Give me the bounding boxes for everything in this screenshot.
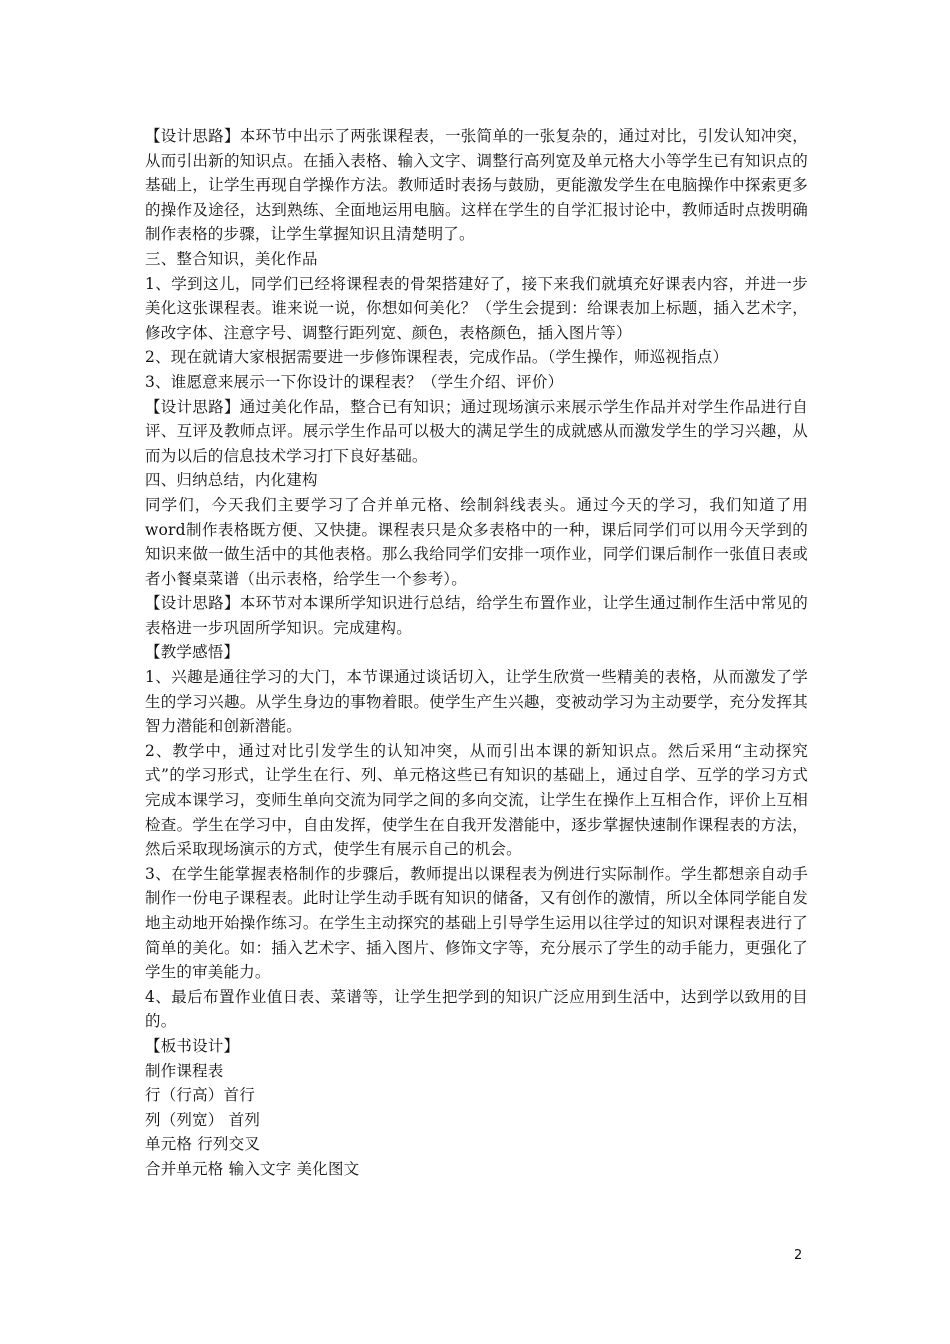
board-line-4: 单元格 行列交叉 xyxy=(145,1135,261,1154)
paragraph-step-1: 1、学到这儿，同学们已经将课程表的骨架搭建好了，接下来我们就填充好课表内容，并进一步美化这张课程表。谁来说一说，你想如何美化？（学生会提到：给课表加上标题，插入艺术字，修改字体、注意字号、调整行距列宽、颜色，表格颜色，插入图片等） xyxy=(145,274,808,342)
page-number: 2 xyxy=(794,1248,803,1263)
section-heading-reflection: 【教学感悟】 xyxy=(145,643,240,662)
document-body xyxy=(145,124,808,1182)
board-line-3: 列（列宽） 首列 xyxy=(145,1110,261,1129)
paragraph-step-2: 2、现在就请大家根据需要进一步修饰课程表，完成作品。（学生操作，师巡视指点） xyxy=(145,348,729,367)
paragraph-summary: 同学们，今天我们主要学习了合并单元格、绘制斜线表头。通过今天的学习，我们知道了用word制作表格既方便、又快捷。课程表只是众多表格中的一种，课后同学们可以用今天学到的知识来做一做生活中的其他表格。那么我给同学们安排一项作业，同学们课后制作一张值日表或者小餐桌菜谱（出示表格，给学生一个参考）。 xyxy=(145,495,808,588)
section-heading-4: 四、归纳总结，内化建构 xyxy=(145,471,318,490)
board-line-5: 合并单元格 输入文字 美化图文 xyxy=(145,1159,360,1178)
paragraph-step-3: 3、谁愿意来展示一下你设计的课程表？（学生介绍、评价） xyxy=(145,372,564,391)
board-line-1: 制作课程表 xyxy=(145,1061,224,1080)
board-line-2: 行（行高）首行 xyxy=(145,1086,255,1105)
paragraph-design-idea-1: 【设计思路】本环节中出示了两张课程表，一张简单的一张复杂的，通过对比，引发认知冲突，从而引出新的知识点。在插入表格、输入文字、调整行高列宽及单元格大小等学生已有知识点的基础上，让学生再现自学操作方法。教师适时表扬与鼓励，更能激发学生在电脑操作中探索更多的操作及途径，达到熟练、全面地运用电脑。这样在学生的自学汇报讨论中，教师适时点拨明确制作表格的步骤，让学生掌握知识且清楚明了。 xyxy=(145,127,808,244)
paragraph-design-idea-3: 【设计思路】本环节对本课所学知识进行总结，给学生布置作业，让学生通过制作生活中常见的表格进一步巩固所学知识。完成建构。 xyxy=(145,594,808,637)
paragraph-reflection-1: 1、兴趣是通往学习的大门，本节课通过谈话切入，让学生欣赏一些精美的表格，从而激发了学生的学习兴趣。从学生身边的事物着眼。使学生产生兴趣，变被动学习为主动要学，充分发挥其智力潜能和创新潜能。 xyxy=(145,668,808,736)
section-heading-board-design: 【板书设计】 xyxy=(145,1036,240,1055)
section-heading-3: 三、整合知识，美化作品 xyxy=(145,249,318,268)
paragraph-reflection-3: 3、在学生能掌握表格制作的步骤后，教师提出以课程表为例进行实际制作。学生都想亲自动手制作一份电子课程表。此时让学生动手既有知识的储备，又有创作的激情，所以全体同学能自发地主动地开始操作练习。在学生主动探究的基础上引导学生运用以往学过的知识对课程表进行了简单的美化。如：插入艺术字、插入图片、修饰文字等，充分展示了学生的动手能力，更强化了学生的审美能力。 xyxy=(145,864,808,982)
paragraph-reflection-4: 4、最后布置作业值日表、菜谱等，让学生把学到的知识广泛应用到生活中，达到学以致用的目的。 xyxy=(145,987,808,1031)
paragraph-design-idea-2: 【设计思路】通过美化作品，整合已有知识；通过现场演示来展示学生作品并对学生作品进行自评、互评及教师点评。展示学生作品可以极大的满足学生的成就感从而激发学生的学习兴趣，从而为以后的信息技术学习打下良好基础。 xyxy=(145,397,808,465)
paragraph-reflection-2: 2、教学中，通过对比引发学生的认知冲突，从而引出本课的新知识点。然后采用“主动探究式”的学习形式，让学生在行、列、单元格这些已有知识的基础上，通过自学、互学的学习方式完成本课学习，变师生单向交流为同学之间的多向交流，让学生在操作上互相合作，评价上互相检查。学生在学习中，自由发挥，使学生在自我开发潜能中，逐步掌握快速制作课程表的方法，然后采取现场演示的方式，使学生有展示自己的机会。 xyxy=(145,741,808,859)
